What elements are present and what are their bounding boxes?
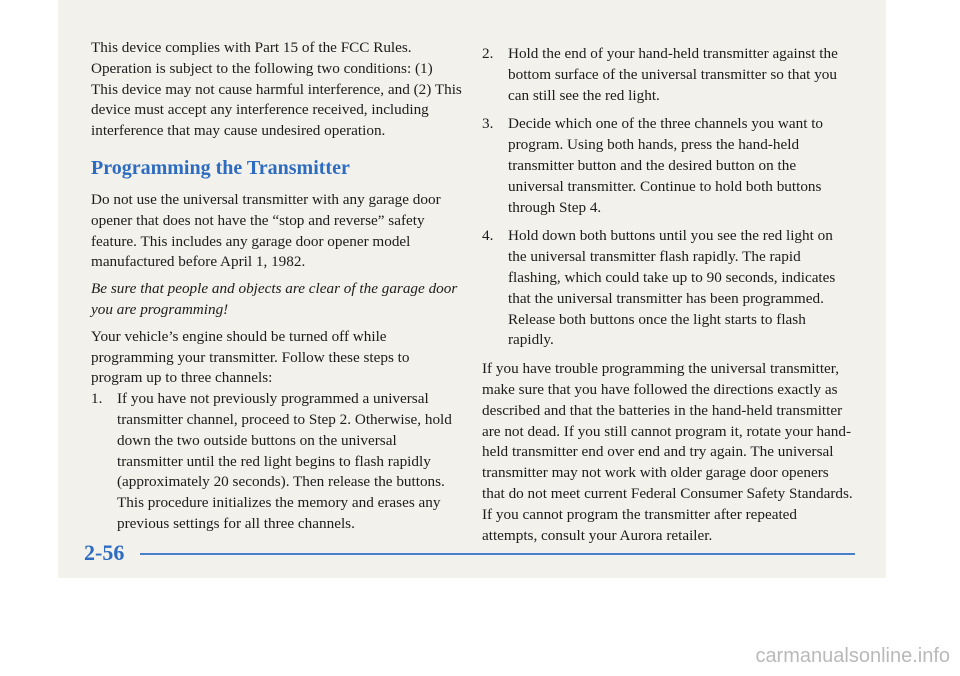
- step-number: 3.: [482, 115, 494, 133]
- step-text: Hold down both buttons until you see the red light on the universal transmitter flash rapidly. The rapid flashing, which could take up to 90 seconds, indicates that the universal transmitter has been programmed. Release both buttons once the light starts to flash rapidly.: [508, 227, 836, 349]
- section-heading: Programming the Transmitter: [91, 156, 350, 179]
- step-number: 2.: [482, 45, 494, 62]
- step-text: If you have not previously programmed a universal transmitter channel, proceed to Step 2. Otherwise, hold down the two outside buttons on the universal transmitter until the red light begins to flash rapidly (approximately 20 seconds). Then release the buttons. This procedure initializes the memory and erases any previous settings for all three channels.: [117, 390, 452, 532]
- left-column: [91, 38, 463, 535]
- site-watermark: carmanualsonline.info: [755, 645, 950, 667]
- step-text: Decide which one of the three channels you want to program. Using both hands, press the hand-held transmitter button and the desired button on the universal transmitter. Continue to hold both buttons through Step 4.: [508, 115, 824, 216]
- list-item: [482, 226, 854, 351]
- right-column: [482, 44, 854, 546]
- troubleshooting-paragraph: If you have trouble programming the universal transmitter, make sure that you have followed the directions exactly as described and that the batteries in the hand-held transmitter are not dead. If you still cannot program it, rotate your hand-held transmitter end over end and try again. The universal transmitter may not work with older garage door openers that do not meet current Federal Consumer Safety Standards. If you cannot program the transmitter after repeated attempts, consult your Aurora retailer.: [482, 360, 853, 544]
- step-number: 4.: [482, 227, 494, 245]
- step-number: 1.: [91, 390, 103, 408]
- engine-off-paragraph: Your vehicle’s engine should be turned off while programming your transmitter. Follow these steps to program up to three channels:: [91, 327, 410, 387]
- steps-list-right: [482, 44, 854, 351]
- steps-list-left: [91, 389, 463, 535]
- list-item: [482, 44, 854, 106]
- page-number: 2-56: [84, 540, 125, 565]
- italic-warning-note: Be sure that people and objects are clear of the garage door you are programming!: [91, 280, 458, 318]
- list-item: [91, 389, 463, 535]
- list-item: [482, 114, 854, 218]
- footer-rule: [140, 553, 855, 555]
- safety-paragraph: Do not use the universal transmitter with any garage door opener that does not have the “stop and reverse” safety feature. This includes any garage door opener model manufactured before April 1, 1982.: [91, 190, 441, 271]
- fcc-compliance-paragraph: This device complies with Part 15 of the FCC Rules. Operation is subject to the following two conditions: (1) This device may not cause harmful interference, and (2) This device must accept any interference received, including interference that may cause undesired operation.: [91, 39, 462, 140]
- step-text: Hold the end of your hand-held transmitter against the bottom surface of the universal transmitter so that you can still see the red light.: [508, 45, 838, 104]
